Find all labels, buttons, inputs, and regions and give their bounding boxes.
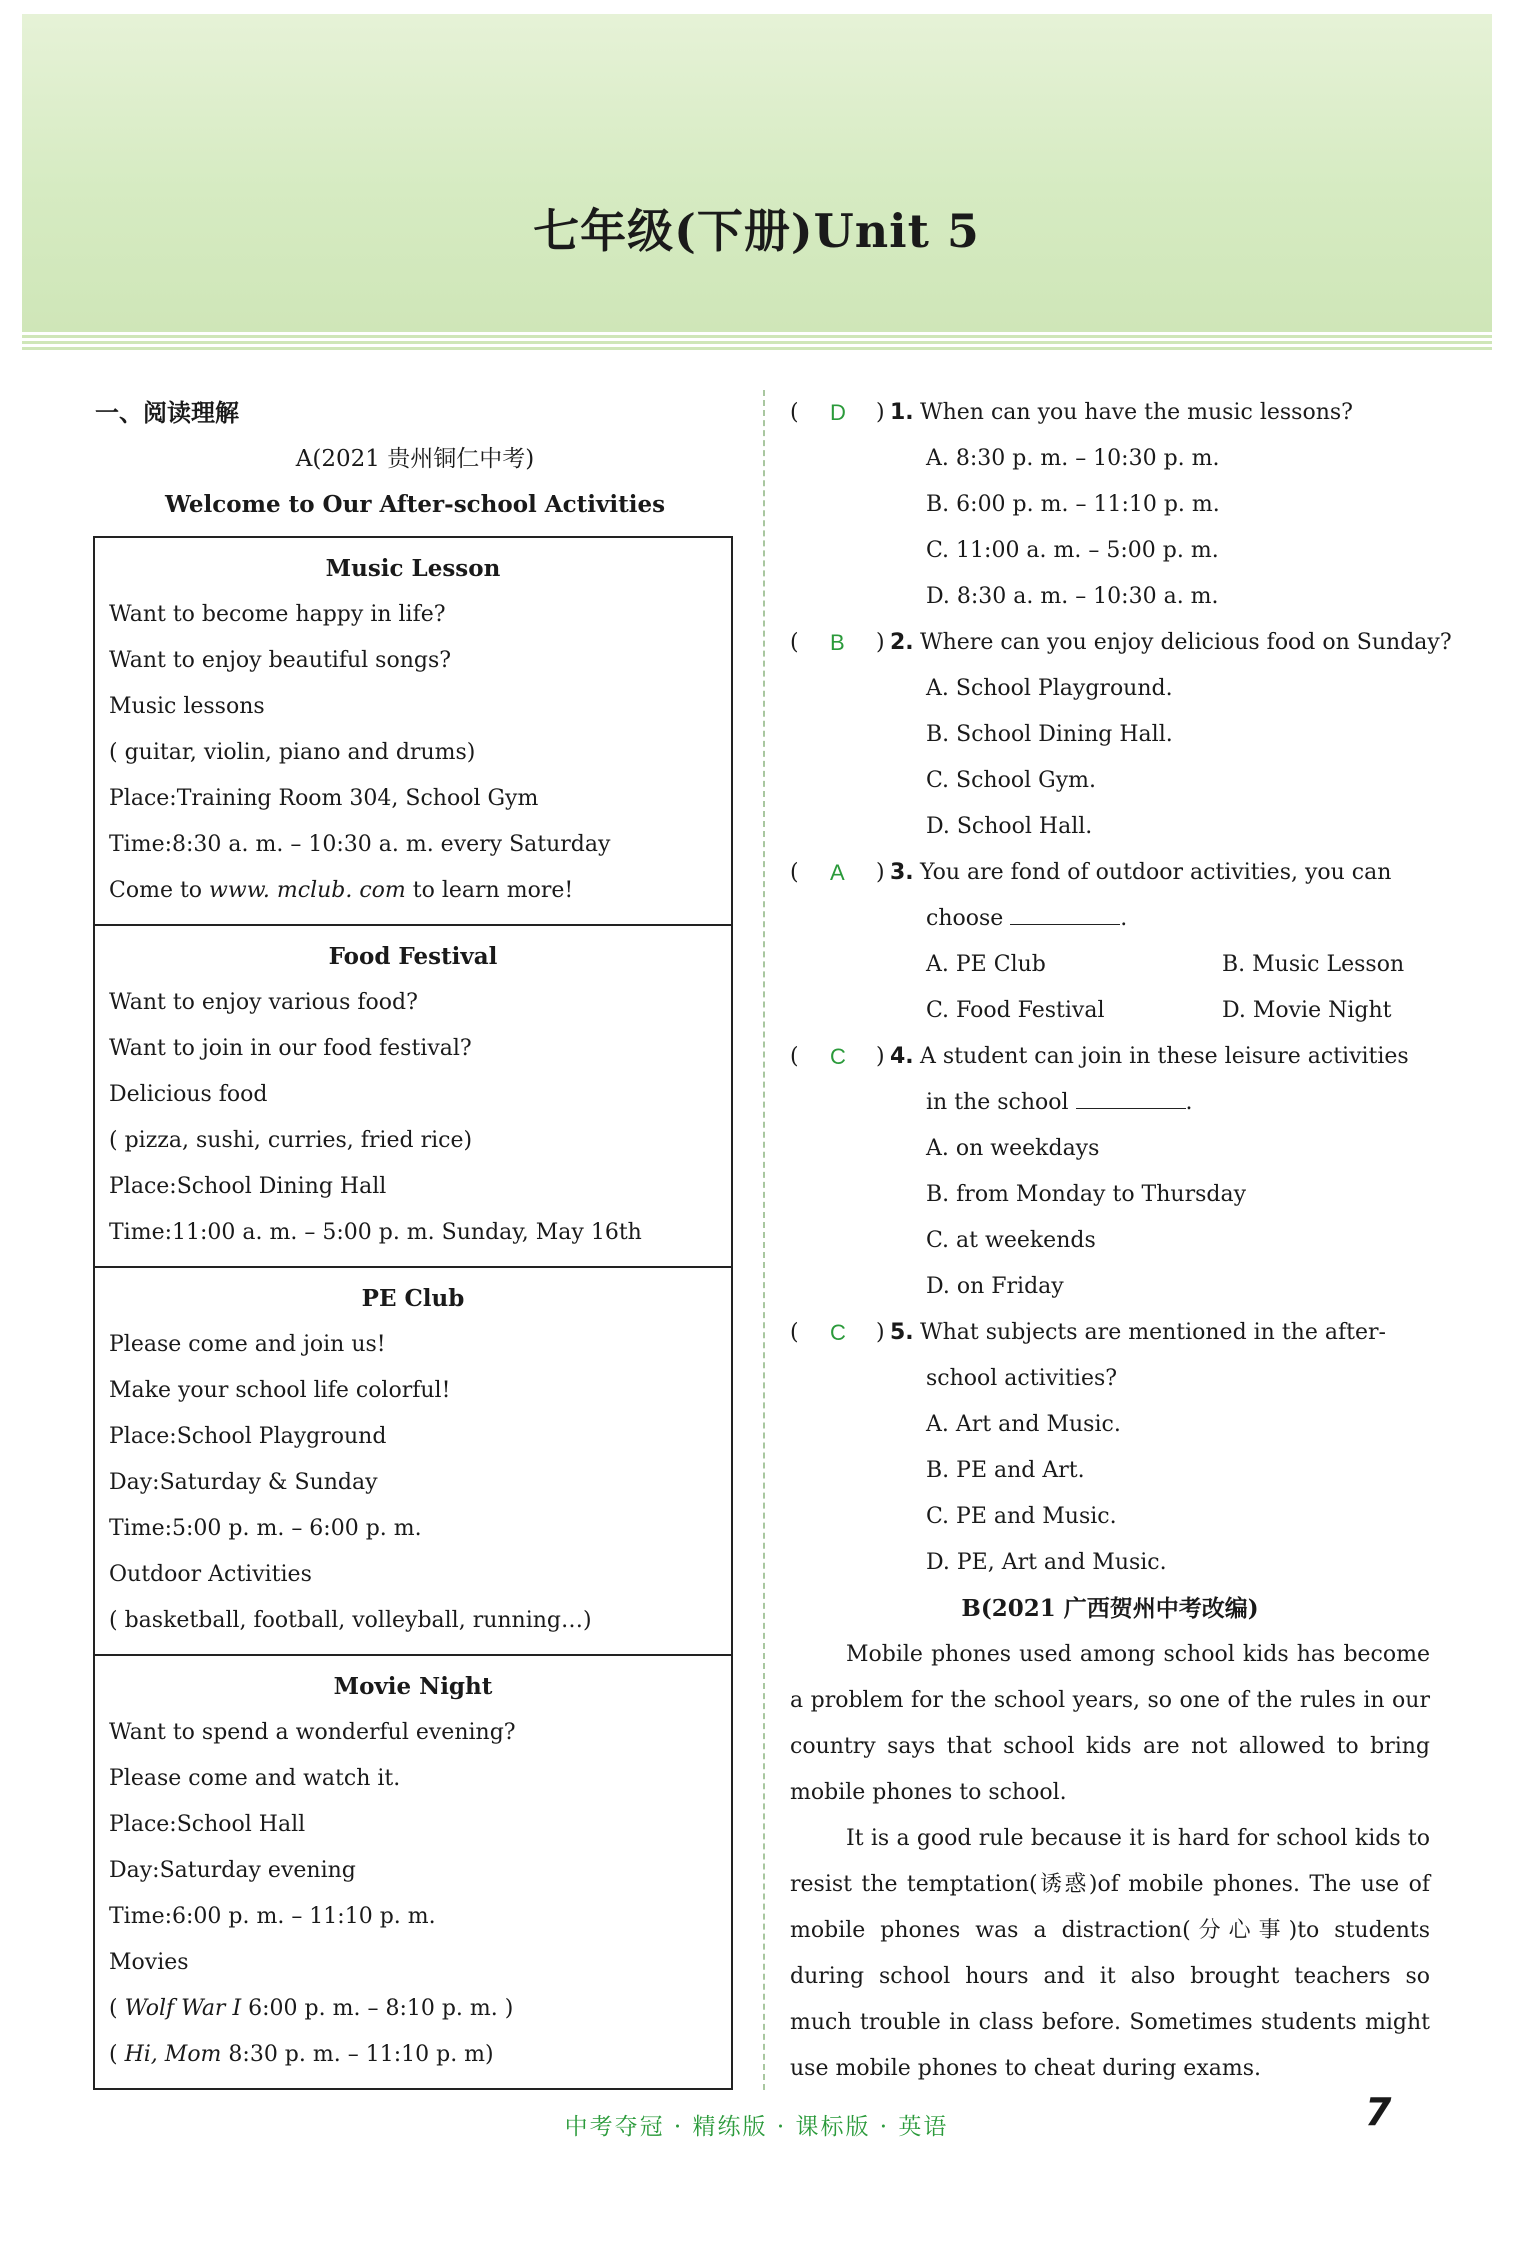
paren: ) [876,1044,885,1069]
column-divider [763,390,765,2090]
paren: ) [876,400,885,425]
text-line: Day:Saturday evening [109,1858,356,1883]
website-link: www. mclub. com [209,878,406,903]
option-row [790,942,1430,988]
option: C. School Gym. [926,768,1096,793]
option: A. Art and Music. [926,1412,1121,1437]
passage-b-source: B(2021 广西贺州中考改编) [961,1595,1259,1622]
passage-a-source: A(2021 贵州铜仁中考) [295,446,535,472]
paren: ) [876,860,885,885]
answer-mark: A [830,860,845,885]
text-line: Place:School Dining Hall [109,1174,387,1199]
title-banner [22,14,1492,332]
text-fragment: . [1185,1090,1193,1115]
movie-time: 6:00 p. m. – 8:10 p. m. ) [241,1996,514,2021]
answer-blank [1010,902,1120,925]
website-line [109,868,717,914]
section-title: Movie Night [333,1673,493,1700]
movie-line: ( Hi, Mom 8:30 p. m. – 11:10 p. m) [109,2042,494,2067]
text-line: Time:6:00 p. m. – 11:10 p. m. [109,1904,436,1929]
text-line: Want to enjoy beautiful songs? [109,648,452,673]
text-fragment: . [1120,906,1128,931]
option: D. Movie Night [1222,998,1392,1023]
question-1 [790,390,1430,436]
movie-title: Hi, Mom [124,2042,222,2067]
text-line: Want to become happy in life? [109,602,446,627]
section-title: PE Club [361,1285,465,1312]
option: B. 6:00 p. m. – 11:10 p. m. [926,492,1220,517]
text-line: Please come and join us! [109,1332,386,1357]
text-line: Place:Training Room 304, School Gym [109,786,539,811]
option: D. on Friday [926,1274,1064,1299]
question-number: 2. [890,630,914,655]
option: A. 8:30 p. m. – 10:30 p. m. [926,446,1220,471]
right-column [790,390,1452,2092]
movie-time: 8:30 p. m. – 11:10 p. m) [221,2042,494,2067]
movie-night-section [95,1656,731,2088]
text-line: Place:School Playground [109,1424,387,1449]
text-line: Place:School Hall [109,1812,306,1837]
option: B. School Dining Hall. [926,722,1173,747]
text-fragment: Come to [109,878,210,903]
option: C. Food Festival [926,998,1105,1023]
answer-mark: D [830,400,846,425]
paren: ( [790,860,799,885]
text-fragment: choose [926,906,1011,931]
option-row [790,988,1430,1034]
option: A. on weekdays [926,1136,1100,1161]
passage-a-title: Welcome to Our After-school Activities [164,491,666,518]
option: D. 8:30 a. m. – 10:30 a. m. [926,584,1219,609]
section-title: Food Festival [328,943,498,970]
question-number: 5. [890,1320,914,1345]
text-line: Time:8:30 a. m. – 10:30 a. m. every Saturday [109,832,611,857]
music-lesson-section [95,538,731,926]
banner-stripes [22,335,1492,353]
paragraph: It is a good rule because it is hard for school kids to resist the temptation(诱惑)of mobile phones. The use of mobile phones was a distraction(分心事)to students during school hours and it also brought teachers so much trouble in class before. Sometimes students might use mobile phones to cheat during exams. [790,1826,1430,2081]
text-line: Outdoor Activities [109,1562,312,1587]
text-line: Want to join in our food festival? [109,1036,472,1061]
text-line: Please come and watch it. [109,1766,401,1791]
question-text: A student can join in these leisure activities [920,1044,1409,1069]
text-line: Music lessons [109,694,265,719]
paragraph: Mobile phones used among school kids has become a problem for the school years, so one of the rules in our country says that school kids are not allowed to bring mobile phones to school. [790,1642,1430,1805]
pe-club-section [95,1268,731,1656]
answer-blank [1076,1086,1186,1109]
food-festival-section [95,926,731,1268]
text-line: ( guitar, violin, piano and drums) [109,740,476,765]
option: D. School Hall. [926,814,1093,839]
footer-text: 中考夺冠 · 精练版 · 课标版 · 英语 [564,2114,949,2140]
paren: ( [790,1320,799,1345]
paren: ( [790,630,799,655]
question-continuation [790,896,1430,942]
activities-table [93,536,733,2090]
option: C. at weekends [926,1228,1096,1253]
movie-line: ( Wolf War I 6:00 p. m. – 8:10 p. m. ) [109,1996,514,2021]
paren: ) [876,1320,885,1345]
text-line: Movies [109,1950,189,1975]
text-fragment: in the school [926,1090,1076,1115]
option: A. PE Club [926,952,1046,977]
question-number: 4. [890,1044,914,1069]
option: A. School Playground. [926,676,1173,701]
question-5 [790,1310,1430,1356]
answer-mark: C [830,1044,846,1069]
text-line: Time:5:00 p. m. – 6:00 p. m. [109,1516,422,1541]
question-text: What subjects are mentioned in the after- [920,1320,1386,1345]
paren: ( [790,400,799,425]
question-text: Where can you enjoy delicious food on Sunday? [920,630,1452,655]
section-heading: 一、阅读理解 [95,399,239,427]
answer-mark: B [830,630,845,655]
question-4 [790,1034,1430,1080]
question-number: 3. [890,860,914,885]
text-line: Want to enjoy various food? [109,990,418,1015]
text-line: ( pizza, sushi, curries, fried rice) [109,1128,473,1153]
option: C. PE and Music. [926,1504,1117,1529]
text-line: Time:11:00 a. m. – 5:00 p. m. Sunday, May 16th [109,1220,642,1245]
movie-title: Wolf War I [124,1996,242,2021]
question-continuation [790,1080,1430,1126]
text-line: ( basketball, football, volleyball, running…) [109,1608,592,1633]
option: D. PE, Art and Music. [926,1550,1167,1575]
answer-mark: C [830,1320,846,1345]
option: B. PE and Art. [926,1458,1085,1483]
page-title: 七年级(下册)Unit 5 [533,204,980,258]
question-2 [790,620,1452,666]
option: B. Music Lesson [1222,952,1405,977]
option: C. 11:00 a. m. – 5:00 p. m. [926,538,1219,563]
left-column [95,390,735,2067]
page-number: 7 [1365,2090,1392,2134]
paren: ) [876,630,885,655]
question-3 [790,850,1430,896]
question-number: 1. [890,400,914,425]
text-line: Make your school life colorful! [109,1378,451,1403]
section-title: Music Lesson [325,555,501,582]
question-text: You are fond of outdoor activities, you can [920,860,1392,885]
text-line: Delicious food [109,1082,268,1107]
option: B. from Monday to Thursday [926,1182,1246,1207]
question-continuation: school activities? [926,1366,1118,1391]
paren: ( [790,1044,799,1069]
text-line: Want to spend a wonderful evening? [109,1720,516,1745]
question-text: When can you have the music lessons? [920,400,1353,425]
text-fragment: to learn more! [405,878,574,903]
text-line: Day:Saturday & Sunday [109,1470,378,1495]
